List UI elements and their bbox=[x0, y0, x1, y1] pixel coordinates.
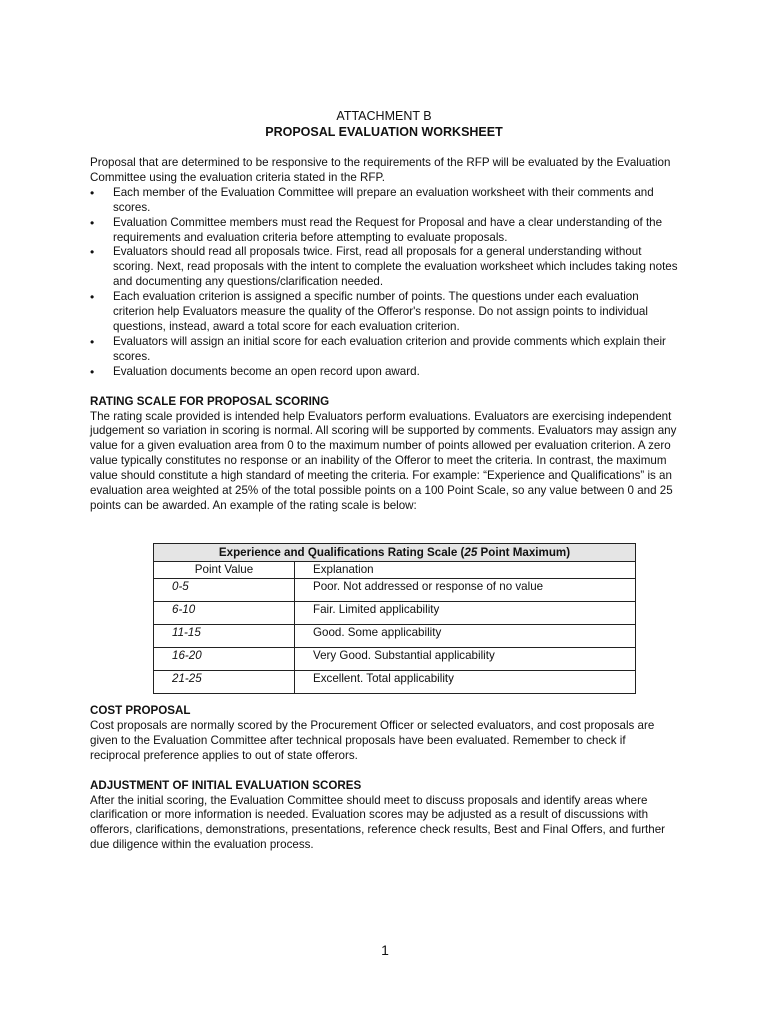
rating-scale-table bbox=[153, 543, 636, 694]
explanation: Excellent. Total applicability bbox=[295, 671, 636, 694]
table-row bbox=[154, 625, 636, 648]
list-item: • Each evaluation criterion is assigned a specific number of points. The questions under each evaluation criterion help Evaluators measure the quality of the Offeror's response. Do not assign points to individual questions, instead, award a total score for each evaluation criterion. bbox=[90, 290, 678, 335]
cost-section bbox=[90, 704, 678, 764]
point-range: 0-5 bbox=[154, 579, 295, 602]
page-number: 1 bbox=[381, 942, 389, 958]
adjustment-section bbox=[90, 779, 678, 854]
adjustment-heading: ADJUSTMENT OF INITIAL EVALUATION SCORES bbox=[90, 778, 362, 792]
lower-content bbox=[90, 704, 678, 853]
list-item: • Evaluation documents become an open record upon award. bbox=[90, 365, 678, 380]
table-row bbox=[154, 671, 636, 694]
col-header-point-value: Point Value bbox=[154, 562, 295, 579]
list-item: • Evaluators should read all proposals twice. First, read all proposals for a general understanding without scoring. Next, read proposals with the intent to complete the evaluation worksheet which includes taking notes and documenting any questions/clarification needed. bbox=[90, 245, 678, 290]
cost-heading: COST PROPOSAL bbox=[90, 704, 191, 717]
rating-section bbox=[90, 395, 678, 514]
document-page bbox=[90, 108, 678, 514]
table-title: Experience and Qualifications Rating Scale (25 Point Maximum) bbox=[154, 544, 636, 562]
explanation: Poor. Not addressed or response of no value bbox=[295, 579, 636, 602]
explanation: Very Good. Substantial applicability bbox=[295, 648, 636, 671]
adjustment-body: After the initial scoring, the Evaluation Committee should meet to discuss proposals and identify areas where clarification or more information is needed. Evaluation scores may be adjusted as a result of discussions with offerors, clarifications, demonstrations, presentations, reference check results, Best and Final Offers, and further due diligence within the evaluation process. bbox=[90, 793, 666, 852]
table-row bbox=[154, 579, 636, 602]
explanation: Fair. Limited applicability bbox=[295, 602, 636, 625]
list-item: • Evaluation Committee members must read the Request for Proposal and have a clear understanding of the requirements and evaluation criteria before attempting to evaluate proposals. bbox=[90, 216, 678, 246]
list-item: • Evaluators will assign an initial score for each evaluation criterion and provide comments which explain their scores. bbox=[90, 335, 678, 365]
cost-body: Cost proposals are normally scored by the Procurement Officer or selected evaluators, and cost proposals are given to the Evaluation Committee after technical proposals have been evaluated. Remember to check if reciprocal preference applies to out of state offerors. bbox=[90, 718, 655, 762]
explanation: Good. Some applicability bbox=[295, 625, 636, 648]
guidelines-list bbox=[90, 186, 678, 380]
page-title: PROPOSAL EVALUATION WORKSHEET bbox=[265, 125, 503, 139]
point-range: 16-20 bbox=[154, 648, 295, 671]
intro-paragraph: Proposal that are determined to be responsive to the requirements of the RFP will be evaluated by the Evaluation Committee using the evaluation criteria stated in the RFP. bbox=[90, 156, 671, 184]
attachment-label: ATTACHMENT B bbox=[336, 109, 432, 123]
point-range: 11-15 bbox=[154, 625, 295, 648]
rating-body: The rating scale provided is intended help Evaluators perform evaluations. Evaluators are exercising independent judgement so variation in scoring is normal. All scoring will be supported by comments. Evaluators may assign any value for a given evaluation area from 0 to the maximum number of points allowed per evaluation criterion. A zero value typically constitutes no response or an inability of the Offeror to meet the criteria. In contrast, the maximum value should constitute a high standard of meeting the criteria. For example: “Experience and Qualifications” is an evaluation area weighted at 25% of the total possible points on a 100 Point Scale, so any value between 0 and 25 points can be awarded. An example of the rating scale is below: bbox=[90, 409, 677, 512]
point-range: 6-10 bbox=[154, 602, 295, 625]
list-item: • Each member of the Evaluation Committee will prepare an evaluation worksheet with their comments and scores. bbox=[90, 186, 678, 216]
table-row bbox=[154, 602, 636, 625]
rating-heading: RATING SCALE FOR PROPOSAL SCORING bbox=[90, 394, 330, 408]
point-range: 21-25 bbox=[154, 671, 295, 694]
col-header-explanation: Explanation bbox=[295, 562, 636, 579]
table-row bbox=[154, 648, 636, 671]
